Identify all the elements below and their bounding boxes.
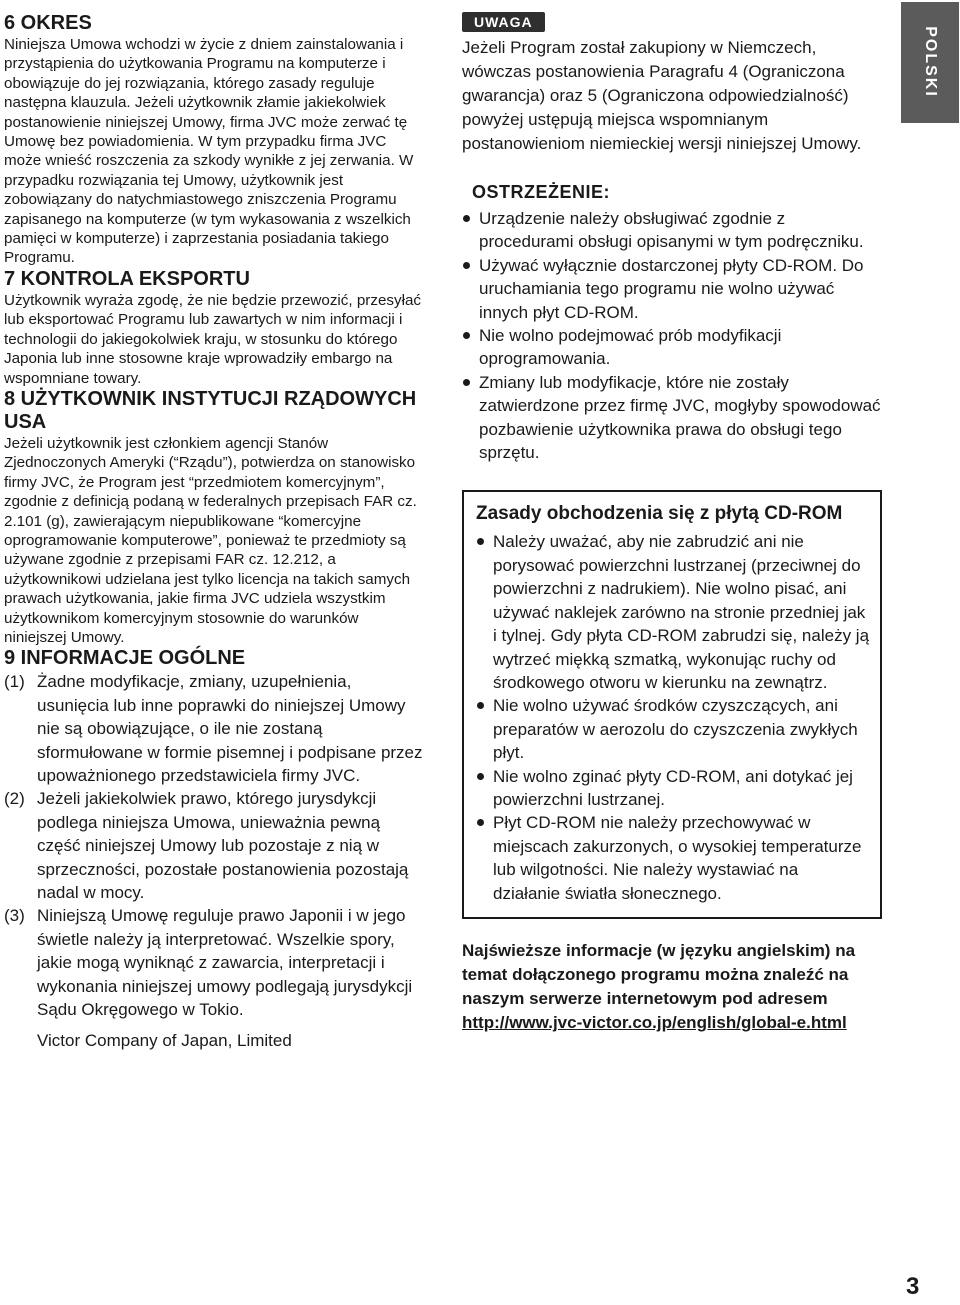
section-6-okres [4, 12, 424, 268]
section-heading: 9 INFORMACJE OGÓLNE [4, 647, 246, 670]
right-column [462, 12, 882, 1035]
website-link[interactable]: http://www.jvc-victor.co.jp/english/global-e.html [462, 1012, 847, 1032]
section-text: Użytkownik wyraża zgodę, że nie będzie przewozić, przesyłać lub eksportować Programu lub zawartych w nim informacji i technologii do jakiegokolwiek kraju, w stosunku do którego Japonia lub inne stosowne kraje wprowadziły embargo na wspomniane towary. [4, 291, 421, 387]
section-8-uzytkownik-instytucji [4, 388, 424, 647]
warning-list [462, 207, 882, 464]
section-heading: 6 OKRES [4, 12, 92, 34]
item-number: (1) [4, 672, 25, 692]
warning-section [462, 182, 882, 464]
list-item [4, 904, 424, 1021]
cdrom-item: Należy uważać, aby nie zabrudzić ani nie porysować powierzchni lustrzanej (przeciwnej do powierzchni z nadrukiem). Nie wolno pisać, ani używać naklejek zarówno na stronie przedniej jak i tylnej. Gdy płyta CD-ROM zabrudzi się, należy ją wytrzeć miękką szmatką, wykonując ruchy od środkowego otworu w kierunku na zewnątrz. [476, 530, 870, 694]
warning-item: Nie wolno podejmować prób modyfikacji oprogramowania. [462, 324, 882, 371]
uwaga-note [462, 12, 882, 156]
cdrom-box-title: Zasady obchodzenia się z płytą CD-ROM [476, 503, 843, 525]
section-heading: 8 UŻYTKOWNIK INSTYTUCJI RZĄDOWYCH USA [4, 387, 417, 433]
item-text: Jeżeli jakiekolwiek prawo, którego jurysdykcji podlega niniejsza Umowa, unieważnia pewną część niniejszej Umowy lub pozostaje z nią w sprzeczności, pozostałe postanowienia pozostają nadal w mocy. [37, 789, 409, 903]
page-number: 3 [906, 1273, 920, 1300]
company-signature: Victor Company of Japan, Limited [37, 1031, 292, 1051]
item-text: Żadne modyfikacje, zmiany, uzupełnienia, usunięcia lub inne poprawki do niniejszej Umowy nie są obowiązujące, o ile nie zostaną sformułowane w formie pisemnej i podpisane przez upoważnionego przedstawiciela firmy JVC. [37, 672, 423, 785]
cdrom-item: Płyt CD-ROM nie należy przechowywać w miejscach zakurzonych, o wysokiej temperaturze lub wilgotności. Nie należy wystawiać na działanie światła słonecznego. [476, 811, 870, 905]
warning-item: Urządzenie należy obsługiwać zgodnie z procedurami obsługi opisanymi w tym podręczniku. [462, 207, 882, 254]
cdrom-handling-box [462, 490, 882, 919]
item-number: (3) [4, 906, 25, 926]
section-text: Niniejsza Umowa wchodzi w życie z dniem zainstalowania i przystąpienia do użytkowania Programu na komputerze i obowiązuje do jej rozwiązania, którego zasady reguluje następna klauzula. Jeżeli użytkownik złamie jakiekolwiek postanowienie niniejszej Umowy, firma JVC może zerwać tę Umowę bez powiadomienia. W tym przypadku firma JVC może wnieść roszczenia za szkody wynikłe z jej zerwania. W przypadku rozwiązania tej Umowy, użytkownik jest zobowiązany do natychmiastowego zniszczenia Programu zapisanego na komputerze (w tym wykasowania z wszelkich pamięci w komputerze) i zaprzestania posiadania takiego Programu. [4, 36, 414, 267]
warning-item: Używać wyłącznie dostarczonej płyty CD-ROM. Do uruchamiania tego programu nie wolno używać innych płyt CD-ROM. [462, 254, 882, 324]
cdrom-item: Nie wolno zginać płyty CD-ROM, ani dotykać jej powierzchni lustrzanej. [476, 765, 870, 812]
latest-info [462, 939, 882, 1035]
list-item [4, 787, 424, 904]
warning-title: OSTRZEŻENIE: [472, 182, 611, 202]
section-text: Jeżeli użytkownik jest członkiem agencji Stanów Zjednoczonych Ameryki (“Rządu”), potwierdza on stanowisko firmy JVC, że Program jest “przedmiotem komercyjnym”, zgodnie z definicją podaną w federalnych przepisach FAR cz. 2.101 (g), zawierającym niepublikowane “komercyjne oprogramowanie komputerowe”, ponieważ te przedmioty są używane zgodnie z przepisami FAR cz. 12.212, a użytkownikowi udzielana jest tylko licencja na takich samych prawach użytkowania, jakie firma JVC udziela wszystkim użytkownikom komercyjnym stosownie do warunków niniejszej Umowy. [4, 434, 417, 646]
numbered-list [4, 670, 424, 1021]
left-column [4, 12, 424, 1053]
language-tab-label: POLSKI [922, 26, 939, 98]
warning-item: Zmiany lub modyfikacje, które nie zostały zatwierdzone przez firmę JVC, mogłyby spowodować pozbawienie użytkownika prawa do obsługi tego sprzętu. [462, 371, 882, 465]
uwaga-badge: UWAGA [462, 12, 545, 32]
section-7-kontrola-eksportu [4, 268, 424, 388]
list-item [4, 670, 424, 787]
section-9-informacje-ogolne [4, 647, 424, 1053]
item-text: Niniejszą Umowę reguluje prawo Japonii i w jego świetle należy ją interpretować. Wszelkie spory, jakie mogą wyniknąć z zawarcia, interpretacji i wykonania niniejszej umowy podlegają jurysdykcji Sądu Okręgowego w Tokio. [37, 906, 413, 1020]
item-number: (2) [4, 789, 25, 809]
latest-info-text: Najświeższe informacje (w języku angielskim) na temat dołączonego programu można znaleźć na naszym serwerze internetowym pod adresem [462, 940, 856, 1008]
uwaga-text: Jeżeli Program został zakupiony w Niemczech, wówczas postanowienia Paragrafu 4 (Ograniczona gwarancja) oraz 5 (Ograniczona odpowiedzialność) powyżej ustępują miejsca wspomnianym postanowieniom niemieckiej wersji niniejszej Umowy. [462, 38, 862, 153]
section-heading: 7 KONTROLA EKSPORTU [4, 267, 250, 290]
cdrom-list [476, 530, 870, 905]
cdrom-item: Nie wolno używać środków czyszczących, ani preparatów w aerozolu do czyszczenia zwykłych płyt. [476, 694, 870, 764]
language-tab [901, 2, 959, 123]
